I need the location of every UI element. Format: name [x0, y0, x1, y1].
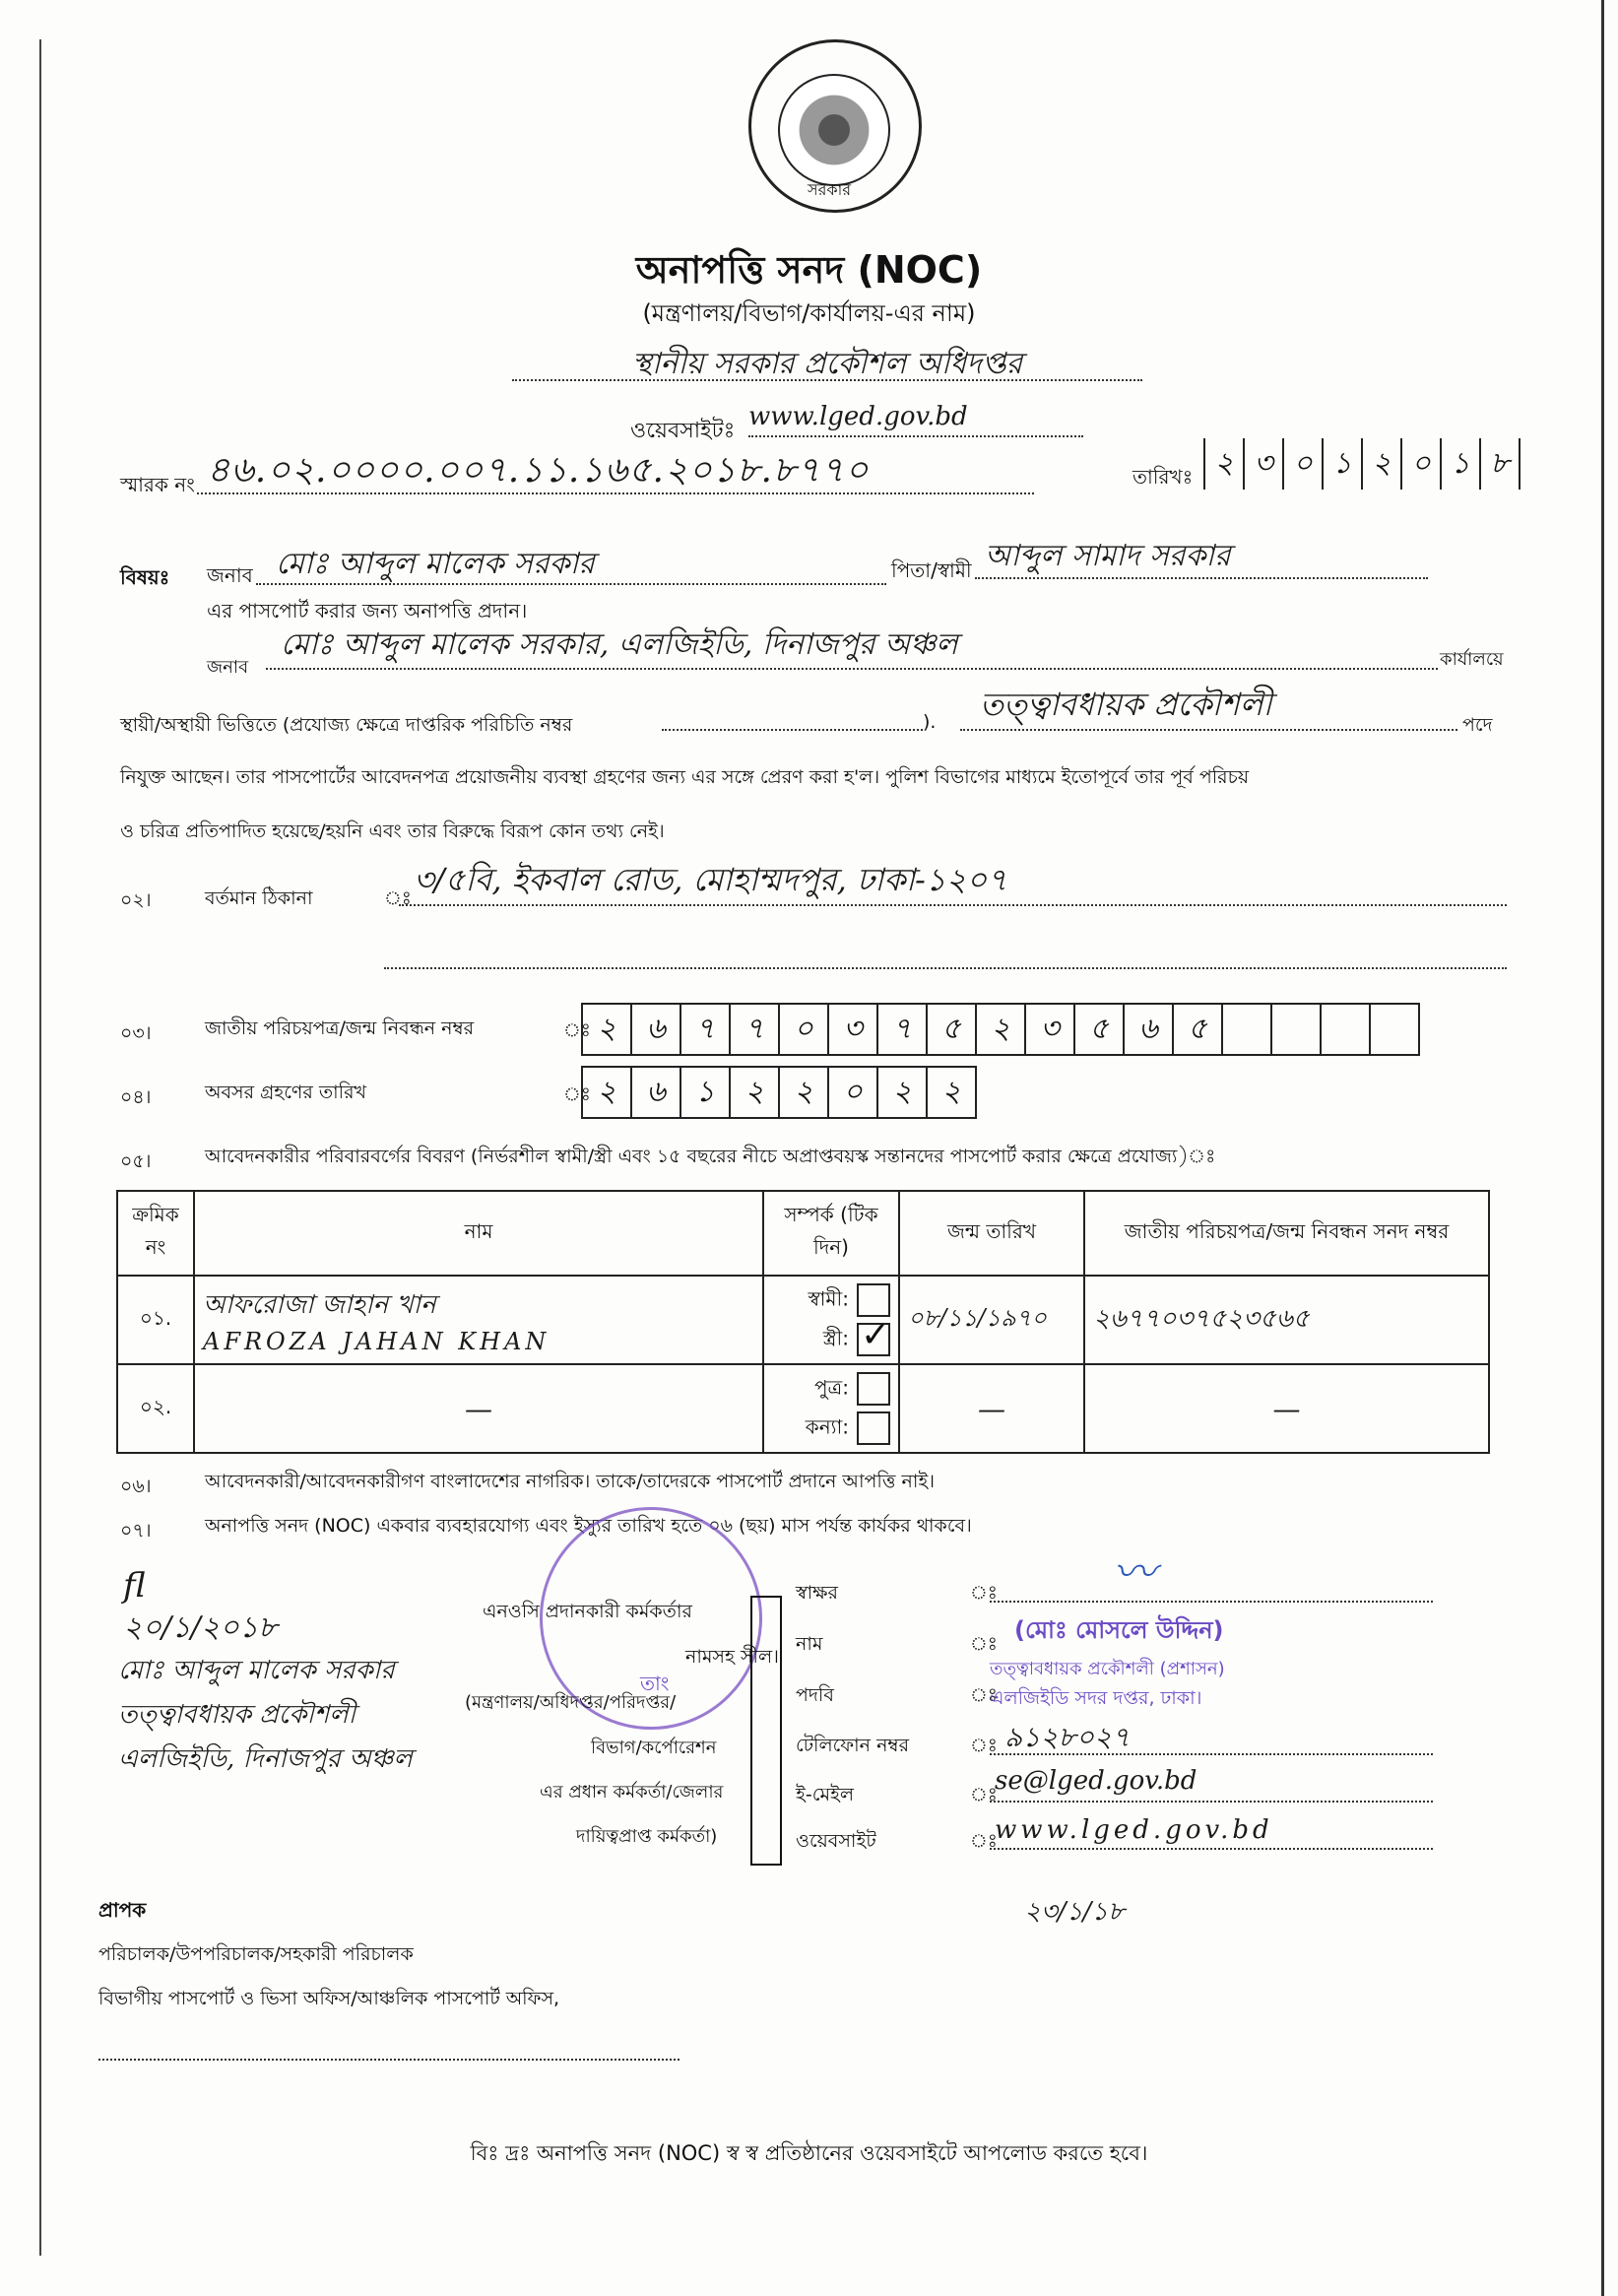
nid-digit: ২ — [581, 1003, 632, 1056]
officer-line-1: এনওসি প্রদানকারী কর্মকর্তার — [483, 1601, 692, 1622]
table-row — [117, 1276, 1489, 1364]
field-title: পদবি — [796, 1684, 834, 1706]
father-name: আব্দুল সামাদ সরকার — [985, 539, 1231, 573]
colon: ঃ — [970, 1582, 998, 1604]
receipt-date: ২৩/১/১৮ — [1024, 1897, 1125, 1927]
email-line — [990, 1801, 1433, 1803]
item-07-number: ০৭। — [120, 1520, 152, 1542]
relation-wife — [772, 1323, 890, 1357]
retire-digit: ২ — [778, 1066, 829, 1119]
row-relation — [763, 1364, 899, 1453]
row-name — [194, 1276, 763, 1364]
relation-wife-label: স্ত্রী: — [822, 1326, 849, 1350]
website-line — [748, 435, 1083, 437]
field-signature: স্বাক্ষর — [796, 1582, 838, 1604]
family-table — [116, 1190, 1490, 1454]
field-name: নাম — [796, 1633, 823, 1655]
forward-name: মোঃ আব্দুল মালেক সরকার — [118, 1656, 395, 1685]
forward-office: এলজিইডি, দিনাজপুর অঞ্চল — [118, 1744, 413, 1774]
colon: ঃ — [970, 1784, 998, 1805]
memo-line — [197, 492, 1034, 494]
page-border-left — [39, 39, 41, 2256]
nid-digit: ৭ — [729, 1003, 780, 1056]
body-text-1: নিযুক্ত আছেন। তার পাসপোর্টের আবেদনপত্র প্রয়োজনীয় ব্যবস্থা গ্রহণের জন্য এর সঙ্গে প্রেরণ করা হ'ল। পুলিশ বিভাগের মাধ্যমে ইতোপূর্বে তার পূর্ব পরিচয় — [120, 766, 1250, 788]
office-detail-line — [266, 668, 1438, 670]
date-digit: ০ — [1400, 438, 1440, 490]
address-colon: ঃ — [384, 887, 412, 909]
permanent-close: ). — [923, 711, 937, 733]
office-name-line — [512, 379, 1142, 381]
nid-digit: ৫ — [1073, 1003, 1125, 1056]
retirement-date-boxes — [581, 1066, 975, 1119]
col-dob: জন্ম তারিখ — [899, 1191, 1084, 1276]
item-06-number: ০৬। — [120, 1476, 152, 1497]
nid-digit — [1270, 1003, 1322, 1056]
col-name: নাম — [194, 1191, 763, 1276]
nid-colon: ঃ — [563, 1019, 591, 1041]
subject-label: বিষয়ঃ — [120, 565, 170, 589]
item-02-number: ০২। — [120, 889, 152, 911]
retire-digit: ২ — [581, 1066, 632, 1119]
address-line-2 — [384, 967, 1507, 969]
table-row — [117, 1364, 1489, 1453]
designation: তত্ত্বাবধায়ক প্রকৌশলী — [980, 686, 1272, 723]
row-name: — — [194, 1364, 763, 1453]
relation-daughter — [772, 1411, 890, 1446]
signature-line — [990, 1601, 1433, 1603]
colon: ঃ — [970, 1830, 998, 1852]
colon: ঃ — [970, 1684, 998, 1706]
officer-title: তত্ত্বাবধায়ক প্রকৌশলী (প্রশাসন) — [990, 1659, 1225, 1679]
nid-boxes — [581, 1003, 1418, 1056]
officer-email: se@lged.gov.bd — [995, 1766, 1197, 1796]
nid-digit: ৫ — [926, 1003, 977, 1056]
relation-husband — [772, 1283, 890, 1318]
document-title: অনাপত্তি সনদ (NOC) — [635, 248, 983, 292]
item-03-number: ০৩। — [120, 1022, 152, 1044]
colon: ঃ — [970, 1735, 998, 1756]
address-line-1 — [399, 904, 1507, 906]
nid-digit: ৫ — [1172, 1003, 1223, 1056]
website-value: www.lged.gov.bd — [748, 402, 968, 431]
field-email: ই-মেইল — [796, 1784, 855, 1805]
office-id-line — [662, 729, 923, 731]
forward-date: ২০/১/২০১৮ — [123, 1610, 278, 1645]
officer-line-4: বিভাগ/কর্পোরেশন — [591, 1738, 717, 1758]
officer-line-6: দায়িত্বপ্রাপ্ত কর্মকর্তা) — [576, 1826, 718, 1847]
office-detail: মোঃ আব্দুল মালেক সরকার, এলজিইডি, দিনাজপুর অঞ্চল — [281, 627, 958, 662]
retire-digit: ০ — [827, 1066, 878, 1119]
nid-digit: ৭ — [680, 1003, 731, 1056]
memo-number: ৪৬.০২.০০০০.০০৭.১১.১৬৫.২০১৮.৮৭৭০ — [207, 450, 870, 491]
relation-son — [772, 1372, 890, 1407]
officer-phone: ৯১২৮০২৭ — [1004, 1721, 1131, 1753]
row-serial: ০১. — [117, 1276, 194, 1364]
nid-digit: ৬ — [630, 1003, 681, 1056]
row-nid: ২৬৭৭০৩৭৫২৩৫৬৫ — [1084, 1276, 1489, 1364]
daughter-checkbox[interactable] — [857, 1411, 890, 1445]
janab2-label: জনাব — [207, 657, 249, 678]
table-header-row — [117, 1191, 1489, 1276]
officer-office: এলজিইডি সদর দপ্তর, ঢাকা। — [990, 1687, 1202, 1709]
date-digit: ২ — [1361, 438, 1400, 490]
footer-note: বিঃ দ্রঃ অনাপত্তি সনদ (NOC) স্ব স্ব প্রতিষ্ঠানের ওয়েবসাইটে আপলোড করতে হবে। — [470, 2141, 1148, 2165]
website-field-line — [990, 1848, 1433, 1850]
officer-line-3: (মন্ত্রণালয়/অধিদপ্তর/পরিদপ্তর/ — [465, 1692, 677, 1713]
member-name-bn: আফরোজা জাহান খান — [203, 1290, 436, 1320]
nid-digit — [1221, 1003, 1272, 1056]
family-label: আবেদনকারীর পরিবারবর্গের বিবরণ (নির্ভরশীল স্বামী/স্ত্রী এবং ১৫ বছরের নীচে অপ্রাপ্তবয়স্ক সন্তানদের পাসপোর্ট করার ক্ষেত্রে প্রযোজ্য)ঃ — [205, 1146, 1216, 1167]
nid-digit — [1320, 1003, 1371, 1056]
item-05-number: ০৫। — [120, 1150, 152, 1172]
recipient-label: প্রাপক — [98, 1898, 147, 1922]
retirement-label: অবসর গ্রহণের তারিখ — [205, 1082, 367, 1103]
relation-son-label: পুত্র: — [813, 1375, 849, 1399]
nid-digit: ৬ — [1123, 1003, 1174, 1056]
stamp-date-label: তাং — [640, 1672, 670, 1695]
nid-label: জাতীয় পরিচয়পত্র/জন্ম নিবন্ধন নম্বর — [205, 1017, 475, 1039]
row-dob: ০৮/১১/১৯৭০ — [899, 1276, 1084, 1364]
retirement-colon: ঃ — [563, 1083, 591, 1105]
nid-digit: ৭ — [876, 1003, 928, 1056]
officer-name: (মোঃ মোসলে উদ্দিন) — [1014, 1616, 1224, 1644]
col-serial: ক্রমিক নং — [117, 1191, 194, 1276]
office-name: স্থানীয় সরকার প্রকৌশল অধিদপ্তর — [631, 347, 1023, 381]
date-digit: ১ — [1322, 438, 1361, 490]
row-relation — [763, 1276, 899, 1364]
nid-digit: ৩ — [1024, 1003, 1075, 1056]
seal-emblem-icon — [778, 74, 890, 186]
date-label: তারিখঃ — [1133, 465, 1194, 489]
son-checkbox[interactable] — [857, 1372, 890, 1406]
document-subtitle: (মন্ত্রণালয়/বিভাগ/কার্যালয়-এর নাম) — [642, 299, 976, 327]
forward-designation: তত্ত্বাবধায়ক প্রকৌশলী — [118, 1700, 356, 1730]
relation-husband-label: স্বামী: — [808, 1286, 849, 1310]
husband-checkbox[interactable] — [857, 1283, 890, 1317]
applicant-name: মোঃ আব্দুল মালেক সরকার — [276, 547, 595, 581]
office-suffix: কার্যালয়ে — [1440, 649, 1504, 670]
issue-date-boxes — [1203, 438, 1521, 490]
relation-daughter-label: কন্যা: — [805, 1414, 849, 1439]
recipient-address-line — [98, 2059, 680, 2061]
father-name-line — [975, 577, 1428, 579]
applicant-name-line — [256, 583, 886, 585]
father-label: পিতা/স্বামী — [891, 558, 972, 582]
item-04-number: ০৪। — [120, 1086, 152, 1108]
nid-digit: ০ — [778, 1003, 829, 1056]
nid-digit — [1369, 1003, 1420, 1056]
address-label: বর্তমান ঠিকানা — [205, 887, 313, 909]
nid-digit: ২ — [975, 1003, 1026, 1056]
seal-caption: সরকার — [808, 180, 852, 199]
website-label: ওয়েবসাইটঃ — [630, 419, 736, 443]
officer-website: www.lged.gov.bd — [995, 1815, 1273, 1845]
item-07-text: অনাপত্তি সনদ (NOC) একবার ব্যবহারযোগ্য এবং ইস্যুর তারিখ হতে ০৬ (ছয়) মাস পর্যন্ত কার্যকর থাকবে। — [205, 1515, 972, 1537]
designation-line — [960, 729, 1457, 731]
field-website: ওয়েবসাইট — [796, 1830, 876, 1852]
noc-seal-stamp-icon — [750, 1596, 782, 1866]
recipient-line-2: বিভাগীয় পাসপোর্ট ও ভিসা অফিস/আঞ্চলিক পাসপোর্ট অফিস, — [98, 1988, 560, 2009]
initials-signature: ﬂ — [123, 1566, 146, 1606]
row-nid: — — [1084, 1364, 1489, 1453]
row-dob: — — [899, 1364, 1084, 1453]
present-address: ৩/৫বি, ইকবাল রোড, মোহাম্মদপুর, ঢাকা-১২০৭ — [414, 861, 1007, 898]
retire-digit: ২ — [926, 1066, 977, 1119]
date-digit: ১ — [1440, 438, 1479, 490]
date-digit: ০ — [1282, 438, 1322, 490]
retire-digit: ১ — [680, 1066, 731, 1119]
retire-digit: ৬ — [630, 1066, 681, 1119]
phone-line — [990, 1753, 1433, 1755]
field-phone: টেলিফোন নম্বর — [796, 1735, 910, 1756]
designation-suffix: পদে — [1462, 714, 1493, 736]
nid-digit: ৩ — [827, 1003, 878, 1056]
retire-digit: ২ — [876, 1066, 928, 1119]
memo-label: স্মারক নং — [120, 473, 195, 496]
date-digit: ৮ — [1479, 438, 1521, 490]
retire-digit: ২ — [729, 1066, 780, 1119]
date-digit: ৩ — [1243, 438, 1282, 490]
janab-label: জনাব — [207, 563, 253, 587]
permanent-label: স্থায়ী/অস্থায়ী ভিত্তিতে (প্রযোজ্য ক্ষেত্রে দাপ্তরিক পরিচিতি নম্বর — [120, 714, 573, 736]
officer-signature: 〰 — [1113, 1547, 1156, 1598]
col-relation: সম্পর্ক (টিক দিন) — [763, 1191, 899, 1276]
row-serial: ০২. — [117, 1364, 194, 1453]
page-border-right — [1601, 0, 1604, 2296]
officer-line-5: এর প্রধান কর্মকর্তা/জেলার — [540, 1782, 724, 1803]
member-name-en: AFROZA JAHAN KHAN — [203, 1328, 550, 1355]
recipient-line-1: পরিচালক/উপপরিচালক/সহকারী পরিচালক — [98, 1943, 414, 1965]
body-text-2: ও চরিত্র প্রতিপাদিত হয়েছে/হয়নি এবং তার বিরুদ্ধে বিরূপ কোন তথ্য নেই। — [120, 820, 665, 842]
subject-line2: এর পাসপোর্ট করার জন্য অনাপত্তি প্রদান। — [207, 599, 528, 623]
wife-checkbox[interactable] — [857, 1323, 890, 1356]
item-06-text: আবেদনকারী/আবেদনকারীগণ বাংলাদেশের নাগরিক। তাকে/তাদেরকে পাসপোর্ট প্রদানে আপত্তি নাই। — [205, 1471, 936, 1492]
officer-line-2: নামসহ সীল। — [685, 1646, 779, 1668]
col-nid: জাতীয় পরিচয়পত্র/জন্ম নিবন্ধন সনদ নম্বর — [1084, 1191, 1489, 1276]
colon: ঃ — [970, 1633, 998, 1655]
date-digit: ২ — [1203, 438, 1243, 490]
